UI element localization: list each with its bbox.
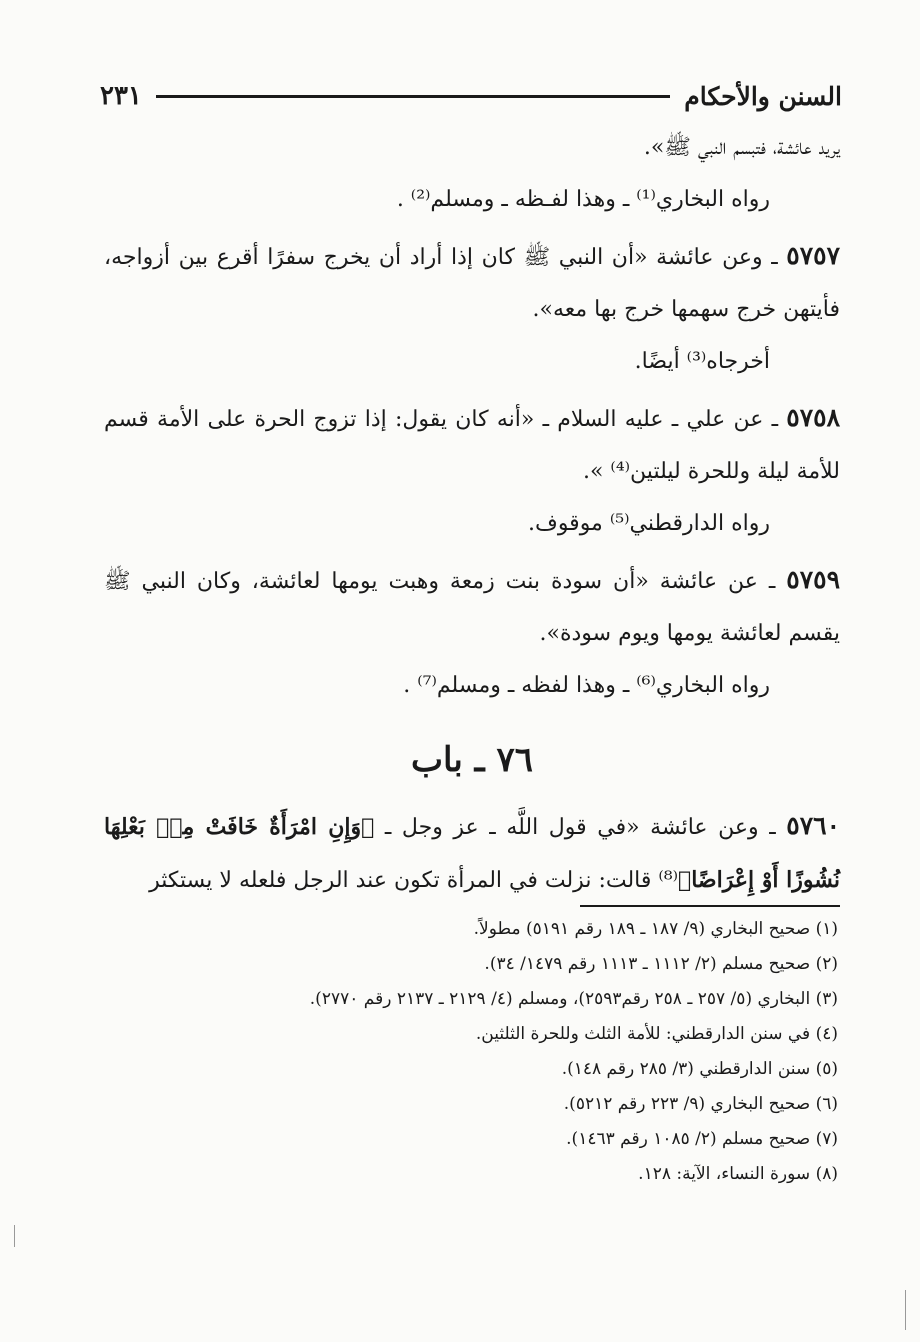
hadith-text: ـ وعن عائشة «أن النبي ﷺ كان إذا أراد أن يخرج سفرًا أقرع بين أزواجه، فأيتهن خرج سهمها خرج بها معه». <box>104 245 840 322</box>
footnote: (٢) صحيح مسلم (٢/ ١١١٢ ـ ١١١٣ رقم ١٤٧٩/ ٣٤). <box>484 954 838 974</box>
source-line: رواه الدارقطني⁽⁵⁾ موقوف. <box>528 511 770 536</box>
header-rule <box>156 95 670 98</box>
hadith-number: ٥٧٥٨ <box>786 403 840 432</box>
footnote: (٣) البخاري (٥/ ٢٥٧ ـ ٢٥٨ رقم٢٥٩٣)، ومسلم (٤/ ٢١٢٩ ـ ٢١٣٧ رقم ٢٧٧٠). <box>309 989 838 1009</box>
hadith-5757 <box>104 230 840 336</box>
page-header <box>100 76 842 116</box>
hadith-text: ـ وعن عائشة «في قول اللَّه ـ عز وجل ـ <box>374 815 787 840</box>
footnote: (٨) سورة النساء، الآية: ١٢٨. <box>638 1164 838 1184</box>
footnote: (١) صحيح البخاري (٩/ ١٨٧ ـ ١٨٩ رقم ٥١٩١) مطولاً. <box>473 919 838 939</box>
footnote: (٧) صحيح مسلم (٢/ ١٠٨٥ رقم ١٤٦٣). <box>566 1129 838 1149</box>
chapter-heading: ٧٦ ـ باب <box>411 740 533 780</box>
footnote-rule <box>580 905 840 907</box>
hadith-5758 <box>104 392 840 498</box>
hadith-number: ٥٧٥٩ <box>786 565 840 594</box>
footnote: (٥) سنن الدارقطني (٣/ ٢٨٥ رقم ١٤٨). <box>561 1059 838 1079</box>
main-text <box>104 122 840 907</box>
footnote: (٤) في سنن الدارقطني: للأمة الثلث وللحرة الثلثين. <box>475 1024 838 1044</box>
scan-edge-mark <box>905 1290 906 1330</box>
page-number: ٢٣١ <box>100 81 142 111</box>
paragraph: يريد عائشة، فتبسم النبي ﷺ». <box>643 135 840 160</box>
hadith-5759 <box>104 554 840 660</box>
scan-edge-mark <box>14 1225 15 1247</box>
footnote: (٦) صحيح البخاري (٩/ ٢٢٣ رقم ٥٢١٢). <box>563 1094 838 1114</box>
quran-verse: ﴿وَإِنِ امْرَأَةٌ خَافَتْ مِنۢ بَعْلِهَا نُشُوزًا أَوْ إِعْرَاضًا﴾ <box>104 814 840 893</box>
hadith-text: ⁽⁸⁾ قالت: نزلت في المرأة تكون عند الرجل فلعله لا يستكثر <box>149 868 679 893</box>
running-title: السنن والأحكام <box>684 81 842 111</box>
hadith-number: ٥٧٦٠ <box>786 811 840 840</box>
footnotes <box>130 912 838 1192</box>
source-line: رواه البخاري⁽⁶⁾ ـ وهذا لفظه ـ ومسلم⁽⁷⁾ . <box>403 673 770 698</box>
source-line: أخرجاه⁽³⁾ أيضًا. <box>634 349 770 374</box>
hadith-number: ٥٧٥٧ <box>786 241 840 270</box>
source-line: رواه البخاري⁽¹⁾ ـ وهذا لفـظه ـ ومسلم⁽²⁾ . <box>396 187 770 212</box>
hadith-text: ـ عن عائشة «أن سودة بنت زمعة وهبت يومها لعائشة، وكان النبي ﷺ يقسم لعائشة يومها ويوم سودة». <box>104 569 840 646</box>
hadith-text: ـ عن علي ـ عليه السلام ـ «أنه كان يقول: إذا تزوج الحرة على الأمة قسم للأمة ليلة وللحرة ليلتين⁽⁴⁾ ». <box>104 407 840 484</box>
hadith-5760 <box>104 800 840 907</box>
